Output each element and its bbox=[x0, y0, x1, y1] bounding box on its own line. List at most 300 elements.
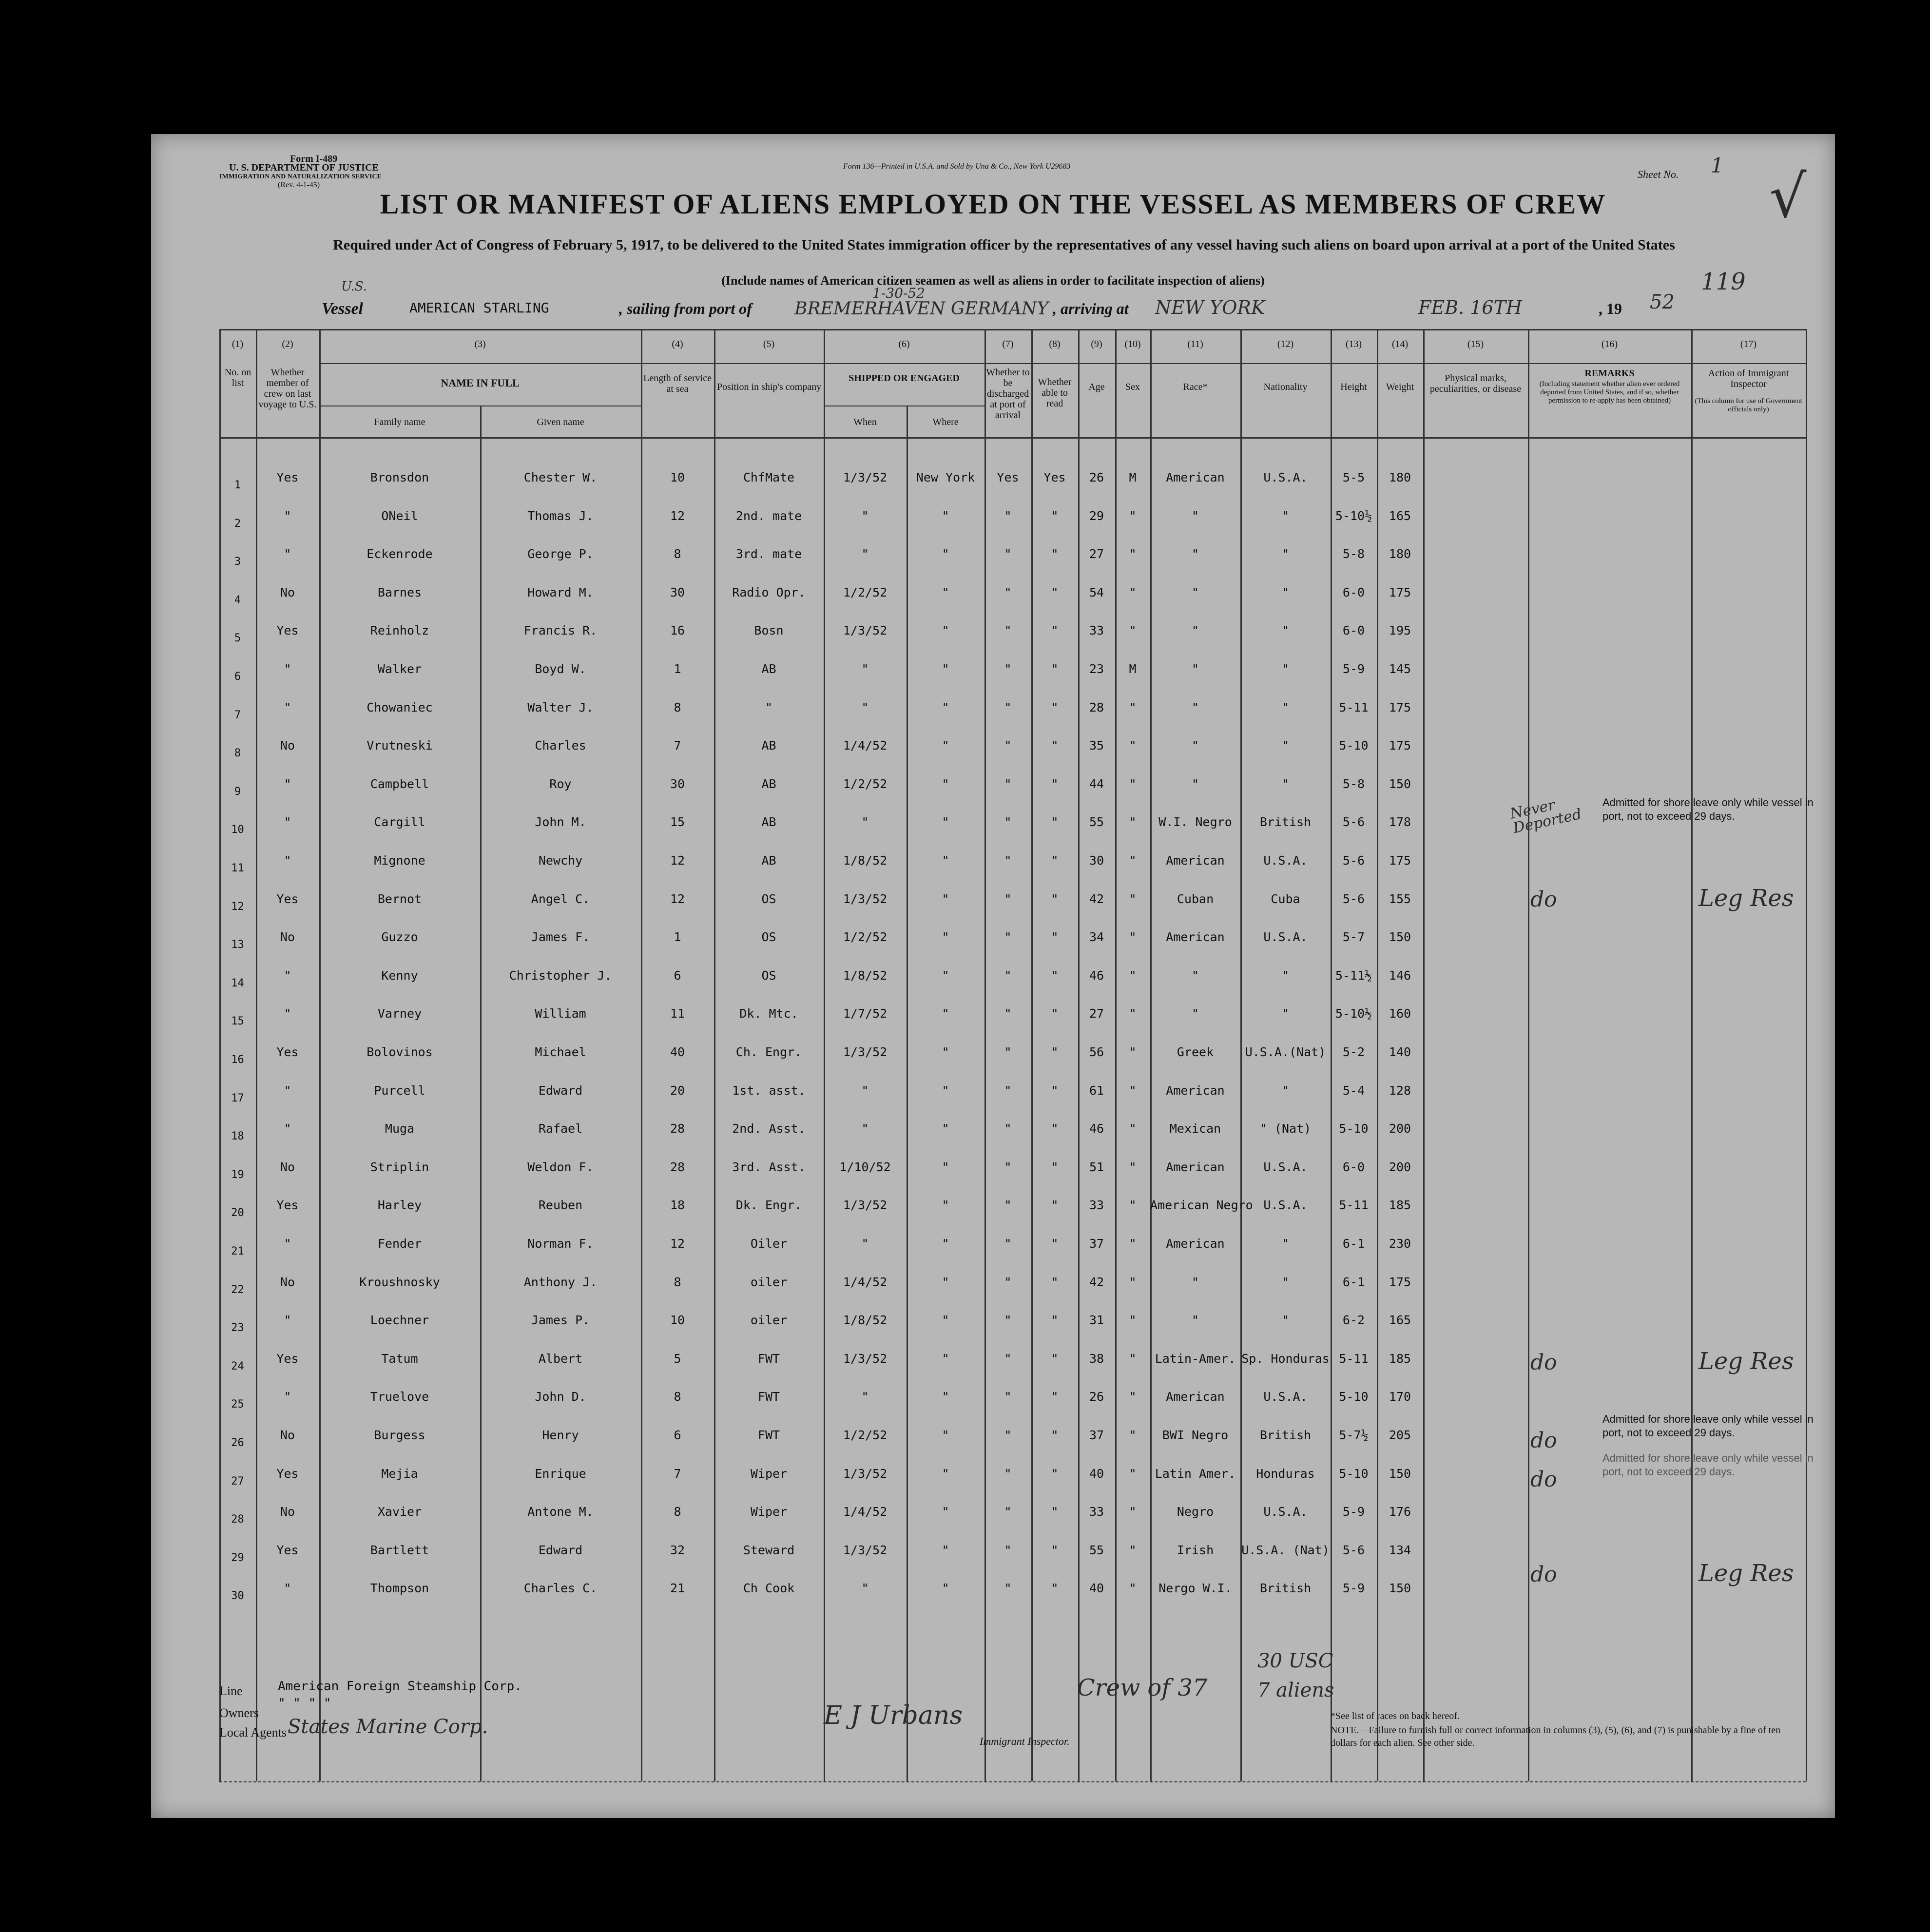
given-name-cell: James F. bbox=[531, 930, 590, 945]
race-cell: American bbox=[1166, 930, 1225, 945]
prev-voyage-cell: " bbox=[284, 508, 291, 523]
arrival-date: FEB. 16TH bbox=[1418, 297, 1523, 318]
position-cell: Radio Opr. bbox=[732, 585, 806, 599]
prev-voyage-cell: " bbox=[284, 1390, 291, 1404]
height-cell: 5-2 bbox=[1342, 1045, 1365, 1059]
sailing-label: , sailing from port of bbox=[619, 300, 752, 317]
age-cell: 35 bbox=[1089, 738, 1104, 753]
header-remarks-note: (Including statement whether alien ever ordered deported from United States, and if so, whether permission to re-apply has been obtained) bbox=[1539, 380, 1680, 405]
race-cell: W.I. Negro bbox=[1158, 815, 1232, 830]
height-cell: 5-8 bbox=[1342, 547, 1365, 561]
discharged-cell: " bbox=[1004, 623, 1012, 638]
length-service-cell: 12 bbox=[670, 891, 685, 906]
race-cell: " bbox=[1191, 776, 1199, 791]
length-service-cell: 5 bbox=[674, 1351, 681, 1366]
position-cell: " bbox=[765, 700, 773, 715]
shipped-where-cell: " bbox=[942, 815, 949, 830]
col-num: (12) bbox=[1277, 339, 1294, 349]
position-cell: oiler bbox=[750, 1313, 788, 1328]
service-name: IMMIGRATION AND NATURALIZATION SERVICE bbox=[219, 173, 382, 180]
prev-voyage-cell: Yes bbox=[276, 1543, 299, 1557]
height-cell: 6-0 bbox=[1342, 585, 1365, 599]
weight-cell: 205 bbox=[1389, 1428, 1411, 1442]
agents-value: States Marine Corp. bbox=[288, 1716, 488, 1738]
shipped-where-cell: " bbox=[942, 1083, 949, 1098]
height-cell: 5-9 bbox=[1342, 662, 1365, 676]
length-service-cell: 10 bbox=[670, 1313, 685, 1328]
discharged-cell: " bbox=[1004, 891, 1012, 906]
shipped-where-cell: " bbox=[942, 547, 949, 561]
col-num: (13) bbox=[1345, 339, 1362, 349]
weight-cell: 176 bbox=[1389, 1505, 1411, 1519]
row-number-cell: 17 bbox=[231, 1092, 244, 1104]
family-name-cell: Mignone bbox=[374, 853, 425, 868]
height-cell: 5-6 bbox=[1342, 853, 1365, 868]
given-name-cell: Roy bbox=[549, 776, 572, 791]
able-read-cell: " bbox=[1051, 1313, 1059, 1328]
length-service-cell: 30 bbox=[670, 776, 685, 791]
discharged-cell: " bbox=[1004, 700, 1012, 715]
col-num: (1) bbox=[232, 339, 244, 349]
age-cell: 61 bbox=[1089, 1083, 1104, 1098]
col-num: (6) bbox=[898, 339, 910, 349]
age-cell: 33 bbox=[1089, 1198, 1104, 1213]
shipped-where-cell: " bbox=[942, 1198, 949, 1213]
race-cell: " bbox=[1191, 547, 1199, 561]
prev-voyage-cell: Yes bbox=[276, 1045, 299, 1059]
discharged-cell: " bbox=[1004, 1275, 1012, 1289]
owners-value: " " " " bbox=[278, 1696, 331, 1711]
race-cell: Negro bbox=[1177, 1505, 1214, 1519]
nationality-cell: " bbox=[1281, 1313, 1290, 1328]
col-rule bbox=[1691, 329, 1693, 1781]
given-name-cell: Albert bbox=[538, 1351, 583, 1366]
given-name-cell: William bbox=[535, 1006, 586, 1021]
sex-cell: M bbox=[1129, 470, 1137, 484]
prev-voyage-cell: Yes bbox=[276, 623, 299, 638]
col-num: (15) bbox=[1467, 339, 1484, 349]
weight-cell: 150 bbox=[1389, 776, 1411, 791]
family-name-cell: Purcell bbox=[374, 1083, 425, 1098]
sex-cell: " bbox=[1129, 547, 1137, 561]
family-name-cell: Vrutneski bbox=[367, 738, 433, 753]
height-cell: 5-10 bbox=[1339, 738, 1369, 753]
nationality-cell: U.S.A. (Nat) bbox=[1241, 1543, 1330, 1557]
length-service-cell: 8 bbox=[674, 547, 681, 561]
shipped-where-cell: " bbox=[942, 1159, 949, 1174]
able-read-cell: " bbox=[1051, 1390, 1059, 1404]
shipped-where-cell: " bbox=[942, 1428, 949, 1442]
shipped-when-cell: 1/8/52 bbox=[843, 853, 888, 868]
length-service-cell: 16 bbox=[670, 623, 685, 638]
prev-voyage-cell: " bbox=[284, 853, 291, 868]
remark-do: do bbox=[1530, 1428, 1557, 1453]
row-number-cell: 9 bbox=[234, 785, 241, 798]
family-name-cell: Burgess bbox=[374, 1428, 425, 1442]
length-service-cell: 18 bbox=[670, 1198, 685, 1213]
able-read-cell: " bbox=[1051, 1466, 1059, 1481]
shipped-where-cell: " bbox=[942, 853, 949, 868]
able-read-cell: " bbox=[1051, 585, 1059, 599]
age-cell: 56 bbox=[1089, 1045, 1104, 1059]
age-cell: 26 bbox=[1089, 470, 1104, 484]
nationality-cell: U.S.A. bbox=[1263, 1505, 1308, 1519]
family-name-cell: ONeil bbox=[381, 508, 418, 523]
race-cell: " bbox=[1191, 738, 1199, 753]
age-cell: 27 bbox=[1089, 1006, 1104, 1021]
race-cell: Cuban bbox=[1177, 891, 1214, 906]
shipped-where-cell: " bbox=[942, 930, 949, 945]
remark-admit: Admitted for shore leave only while vessel in port, not to exceed 29 days. bbox=[1602, 1452, 1814, 1478]
family-name-cell: Loechner bbox=[370, 1313, 429, 1328]
prev-voyage-cell: " bbox=[284, 968, 291, 983]
discharged-cell: " bbox=[1004, 776, 1012, 791]
family-name-cell: Varney bbox=[377, 1006, 422, 1021]
discharged-cell: " bbox=[1004, 1390, 1012, 1404]
length-service-cell: 20 bbox=[670, 1083, 685, 1098]
shipped-where-cell: " bbox=[942, 508, 949, 523]
able-read-cell: " bbox=[1051, 1505, 1059, 1519]
discharged-cell: " bbox=[1004, 1236, 1012, 1251]
given-name-cell: Enrique bbox=[535, 1466, 586, 1481]
weight-cell: 150 bbox=[1389, 1466, 1411, 1481]
length-service-cell: 6 bbox=[674, 1428, 681, 1442]
sex-cell: " bbox=[1129, 930, 1137, 945]
shipped-when-cell: 1/4/52 bbox=[843, 1505, 888, 1519]
shipped-where-cell: " bbox=[942, 776, 949, 791]
sex-cell: " bbox=[1129, 1006, 1137, 1021]
shipped-when-cell: " bbox=[861, 1083, 869, 1098]
shipped-when-cell: 1/3/52 bbox=[843, 1045, 888, 1059]
row-number-cell: 24 bbox=[231, 1360, 244, 1372]
header-inspector-action: Action of Immigrant Inspector bbox=[1708, 368, 1789, 389]
sex-cell: " bbox=[1129, 853, 1137, 868]
col-num: (17) bbox=[1740, 339, 1757, 349]
header-age: Age bbox=[1088, 382, 1105, 392]
family-name-cell: Thompson bbox=[370, 1581, 429, 1596]
shipped-when-cell: 1/4/52 bbox=[843, 1275, 888, 1289]
shipped-where-cell: " bbox=[942, 585, 949, 599]
able-read-cell: " bbox=[1051, 1121, 1059, 1136]
row-number-cell: 13 bbox=[231, 939, 244, 951]
row-number-cell: 2 bbox=[234, 517, 241, 530]
length-service-cell: 11 bbox=[670, 1006, 685, 1021]
weight-cell: 230 bbox=[1389, 1236, 1411, 1251]
header-race: Race* bbox=[1183, 382, 1208, 392]
shipped-where-cell: " bbox=[942, 623, 949, 638]
length-service-cell: 7 bbox=[674, 1466, 681, 1481]
header-height: Height bbox=[1340, 382, 1367, 392]
row-number-cell: 8 bbox=[234, 747, 241, 760]
given-name-cell: Charles C. bbox=[523, 1581, 598, 1596]
age-cell: 33 bbox=[1089, 1505, 1104, 1519]
inspector-label: Immigrant Inspector. bbox=[980, 1735, 1070, 1747]
length-service-cell: 32 bbox=[670, 1543, 685, 1557]
discharged-cell: " bbox=[1004, 738, 1012, 753]
position-cell: 2nd. Asst. bbox=[732, 1121, 806, 1136]
prev-voyage-cell: Yes bbox=[276, 891, 299, 906]
position-cell: FWT bbox=[757, 1351, 780, 1366]
family-name-cell: Bartlett bbox=[370, 1543, 429, 1557]
able-read-cell: " bbox=[1051, 1198, 1059, 1213]
discharged-cell: " bbox=[1004, 1083, 1012, 1098]
age-cell: 37 bbox=[1089, 1236, 1104, 1251]
action-leg-res: Leg Res bbox=[1698, 1348, 1794, 1375]
nationality-cell: U.S.A. bbox=[1263, 1198, 1308, 1213]
shipped-where-cell: " bbox=[942, 1313, 949, 1328]
col-num: (8) bbox=[1049, 339, 1061, 349]
weight-cell: 140 bbox=[1389, 1045, 1411, 1059]
remark-admit: Admitted for shore leave only while vessel in port, not to exceed 29 days. bbox=[1602, 1413, 1814, 1439]
discharged-cell: " bbox=[1004, 662, 1012, 676]
discharged-cell: " bbox=[1004, 930, 1012, 945]
nationality-cell: Honduras bbox=[1256, 1466, 1315, 1481]
row-number-cell: 20 bbox=[231, 1207, 244, 1219]
discharged-cell: " bbox=[1004, 1543, 1012, 1557]
shipped-when-cell: 1/3/52 bbox=[843, 623, 888, 638]
nationality-cell: " bbox=[1281, 623, 1290, 638]
length-service-cell: 8 bbox=[674, 1275, 681, 1289]
sex-cell: " bbox=[1129, 1581, 1137, 1596]
crew-usc: 30 USC bbox=[1257, 1650, 1333, 1672]
col-num: (14) bbox=[1391, 339, 1409, 349]
line-value: American Foreign Steamship Corp. bbox=[278, 1679, 522, 1694]
remark-admit: Admitted for shore leave only while vessel in port, not to exceed 29 days. bbox=[1602, 796, 1814, 822]
prev-voyage-cell: " bbox=[284, 662, 291, 676]
able-read-cell: " bbox=[1051, 815, 1059, 830]
header-prev-voyage: Whether member of crew on last voyage to U.S. bbox=[258, 367, 317, 410]
col-num: (4) bbox=[672, 339, 683, 349]
row-number-cell: 6 bbox=[234, 671, 241, 683]
shipped-where-cell: " bbox=[942, 1275, 949, 1289]
shipped-when-cell: " bbox=[861, 1121, 869, 1136]
sex-cell: " bbox=[1129, 1390, 1137, 1404]
discharged-cell: " bbox=[1004, 815, 1012, 830]
age-cell: 42 bbox=[1089, 891, 1104, 906]
weight-cell: 150 bbox=[1389, 1581, 1411, 1596]
shipped-when-cell: 1/10/52 bbox=[839, 1159, 891, 1174]
penalty-note: NOTE.—Failure to furnish full or correct information in columns (3), (5), (6), and (7) is punishable by a fine of ten dollars for each alien. See other side. bbox=[1331, 1725, 1781, 1748]
able-read-cell: " bbox=[1051, 1428, 1059, 1442]
sheet-number: 1 bbox=[1711, 154, 1724, 177]
height-cell: 6-1 bbox=[1342, 1275, 1365, 1289]
nationality-cell: " bbox=[1281, 508, 1290, 523]
family-name-cell: Tatum bbox=[381, 1351, 418, 1366]
race-cell: American Negro bbox=[1150, 1198, 1253, 1213]
row-number-cell: 27 bbox=[231, 1475, 244, 1488]
prev-voyage-cell: " bbox=[284, 1236, 291, 1251]
given-name-cell: Rafael bbox=[538, 1121, 583, 1136]
nationality-cell: Sp. Honduras bbox=[1241, 1351, 1330, 1366]
race-cell: " bbox=[1191, 508, 1199, 523]
given-name-cell: Weldon F. bbox=[527, 1159, 594, 1174]
shipped-where-cell: " bbox=[942, 1581, 949, 1596]
prev-voyage-cell: Yes bbox=[276, 1351, 299, 1366]
sex-cell: " bbox=[1129, 1505, 1137, 1519]
nationality-cell: U.S.A.(Nat) bbox=[1245, 1045, 1326, 1059]
length-service-cell: 12 bbox=[670, 508, 685, 523]
discharged-cell: " bbox=[1004, 853, 1012, 868]
able-read-cell: " bbox=[1051, 1543, 1059, 1557]
remark-do: do bbox=[1530, 887, 1557, 912]
col-rule bbox=[1423, 329, 1425, 1781]
weight-cell: 185 bbox=[1389, 1351, 1411, 1366]
race-cell: Mexican bbox=[1169, 1121, 1221, 1136]
row-number-cell: 11 bbox=[231, 862, 244, 874]
family-name-cell: Bernot bbox=[377, 891, 422, 906]
row-number-cell: 3 bbox=[234, 556, 241, 568]
form-number: Form I-489 bbox=[290, 154, 338, 164]
position-cell: Wiper bbox=[750, 1505, 788, 1519]
family-name-cell: Striplin bbox=[370, 1159, 429, 1174]
shipped-when-cell: " bbox=[861, 815, 869, 830]
given-name-cell: Edward bbox=[538, 1083, 583, 1098]
prev-voyage-cell: Yes bbox=[276, 1198, 299, 1213]
race-cell: Latin Amer. bbox=[1155, 1466, 1236, 1481]
race-cell: " bbox=[1191, 968, 1199, 983]
given-name-cell: Antone M. bbox=[527, 1505, 594, 1519]
able-read-cell: " bbox=[1051, 623, 1059, 638]
prev-voyage-cell: No bbox=[280, 930, 295, 945]
prev-voyage-cell: No bbox=[280, 585, 295, 599]
weight-cell: 155 bbox=[1389, 891, 1411, 906]
sex-cell: " bbox=[1129, 1275, 1137, 1289]
race-cell: American bbox=[1166, 1083, 1225, 1098]
given-name-cell: Francis R. bbox=[523, 623, 598, 638]
weight-cell: 134 bbox=[1389, 1543, 1411, 1557]
manifest-instructions: (Include names of American citizen seamen as well as aliens in order to facilitate inspection of aliens) bbox=[721, 273, 1265, 288]
port-from: BREMERHAVEN GERMANY bbox=[794, 299, 1049, 319]
race-cell: " bbox=[1191, 1313, 1199, 1328]
weight-cell: 175 bbox=[1389, 700, 1411, 715]
able-read-cell: " bbox=[1051, 1083, 1059, 1098]
weight-cell: 175 bbox=[1389, 738, 1411, 753]
discharged-cell: " bbox=[1004, 1428, 1012, 1442]
height-cell: 5-9 bbox=[1342, 1505, 1365, 1519]
family-name-cell: Xavier bbox=[377, 1505, 422, 1519]
height-cell: 5-11 bbox=[1339, 1198, 1369, 1213]
header-bottom-rule bbox=[219, 437, 1806, 439]
sex-cell: " bbox=[1129, 968, 1137, 983]
race-cell: Greek bbox=[1177, 1045, 1214, 1059]
discharged-cell: " bbox=[1004, 1121, 1012, 1136]
position-cell: OS bbox=[761, 891, 776, 906]
weight-cell: 170 bbox=[1389, 1390, 1411, 1404]
nationality-cell: " bbox=[1281, 1083, 1290, 1098]
col-num: (10) bbox=[1124, 339, 1141, 349]
port-to: NEW YORK bbox=[1155, 297, 1265, 318]
prev-voyage-cell: No bbox=[280, 1428, 295, 1442]
position-cell: AB bbox=[761, 815, 776, 830]
shipped-where-cell: " bbox=[942, 700, 949, 715]
length-service-cell: 1 bbox=[674, 930, 681, 945]
weight-cell: 200 bbox=[1389, 1121, 1411, 1136]
arriving-label: , arriving at bbox=[1053, 300, 1129, 317]
manifest-subtitle: Required under Act of Congress of February 5, 1917, to be delivered to the United States immigration officer by the representatives of any vessel having such aliens on board upon arrival at a port of the United States bbox=[333, 237, 1675, 253]
position-cell: Ch Cook bbox=[743, 1581, 795, 1596]
row-number-cell: 1 bbox=[234, 479, 241, 491]
able-read-cell: " bbox=[1051, 776, 1059, 791]
race-cell: Latin-Amer. bbox=[1155, 1351, 1236, 1366]
shipped-where-cell: " bbox=[942, 1121, 949, 1136]
age-cell: 33 bbox=[1089, 623, 1104, 638]
nationality-cell: " bbox=[1281, 968, 1290, 983]
height-cell: 5-9 bbox=[1342, 1581, 1365, 1596]
manifest-sheet bbox=[151, 134, 1835, 1818]
age-cell: 37 bbox=[1089, 1428, 1104, 1442]
length-service-cell: 15 bbox=[670, 815, 685, 830]
vessel-label: Vessel bbox=[322, 300, 363, 318]
length-service-cell: 8 bbox=[674, 1505, 681, 1519]
row-number-cell: 16 bbox=[231, 1054, 244, 1066]
remark-never-deported: Never Deported bbox=[1508, 796, 1583, 837]
header-able-read: Whether able to read bbox=[1038, 377, 1072, 409]
shipped-where-cell: " bbox=[942, 1045, 949, 1059]
race-cell: " bbox=[1191, 662, 1199, 676]
position-cell: Dk. Engr. bbox=[735, 1198, 802, 1213]
shipped-where-cell: New York bbox=[916, 470, 975, 484]
position-cell: Bosn bbox=[754, 623, 784, 638]
header-sex: Sex bbox=[1125, 382, 1140, 392]
discharged-cell: " bbox=[1004, 1198, 1012, 1213]
prev-voyage-cell: " bbox=[284, 1121, 291, 1136]
sex-cell: " bbox=[1129, 700, 1137, 715]
shipped-when-cell: 1/2/52 bbox=[843, 585, 888, 599]
length-service-cell: 28 bbox=[670, 1159, 685, 1174]
sex-cell: M bbox=[1129, 662, 1137, 676]
shipped-when-cell: 1/3/52 bbox=[843, 1351, 888, 1366]
nationality-cell: British bbox=[1259, 1428, 1312, 1442]
shipped-when-cell: " bbox=[861, 1581, 869, 1596]
col-rule bbox=[1528, 329, 1529, 1781]
col-num: (2) bbox=[282, 339, 293, 349]
given-name-cell: John D. bbox=[535, 1390, 586, 1404]
shipped-when-cell: 1/8/52 bbox=[843, 968, 888, 983]
weight-cell: 185 bbox=[1389, 1198, 1411, 1213]
position-cell: Steward bbox=[743, 1543, 795, 1557]
manifest-title: LIST OR MANIFEST OF ALIENS EMPLOYED ON THE VESSEL AS MEMBERS OF CREW bbox=[380, 188, 1606, 220]
sex-cell: " bbox=[1129, 1083, 1137, 1098]
age-cell: 46 bbox=[1089, 968, 1104, 983]
age-cell: 26 bbox=[1089, 1390, 1104, 1404]
length-service-cell: 8 bbox=[674, 700, 681, 715]
family-name-cell: Barnes bbox=[377, 585, 422, 599]
row-number-cell: 29 bbox=[231, 1551, 244, 1564]
sex-cell: " bbox=[1129, 1045, 1137, 1059]
table-top-rule bbox=[219, 329, 1806, 330]
col-num: (7) bbox=[1002, 339, 1014, 349]
given-name-cell: Howard M. bbox=[527, 585, 594, 599]
given-name-cell: Chester W. bbox=[523, 470, 598, 484]
shipped-where-cell: " bbox=[942, 738, 949, 753]
header-inspector-note: (This column for use of Government officials only) bbox=[1695, 397, 1802, 413]
able-read-cell: " bbox=[1051, 853, 1059, 868]
revision: (Rev. 4-1-45) bbox=[278, 181, 320, 189]
weight-cell: 175 bbox=[1389, 1275, 1411, 1289]
discharged-cell: " bbox=[1004, 508, 1012, 523]
shipped-when-cell: 1/2/52 bbox=[843, 776, 888, 791]
discharged-cell: " bbox=[1004, 585, 1012, 599]
discharged-cell: " bbox=[1004, 1581, 1012, 1596]
position-cell: Wiper bbox=[750, 1466, 788, 1481]
row-number-cell: 15 bbox=[231, 1015, 244, 1028]
position-cell: Ch. Engr. bbox=[735, 1045, 802, 1059]
position-cell: AB bbox=[761, 853, 776, 868]
prev-voyage-cell: " bbox=[284, 547, 291, 561]
able-read-cell: " bbox=[1051, 930, 1059, 945]
header-weight: Weight bbox=[1386, 382, 1414, 392]
given-name-cell: Anthony J. bbox=[523, 1275, 598, 1289]
